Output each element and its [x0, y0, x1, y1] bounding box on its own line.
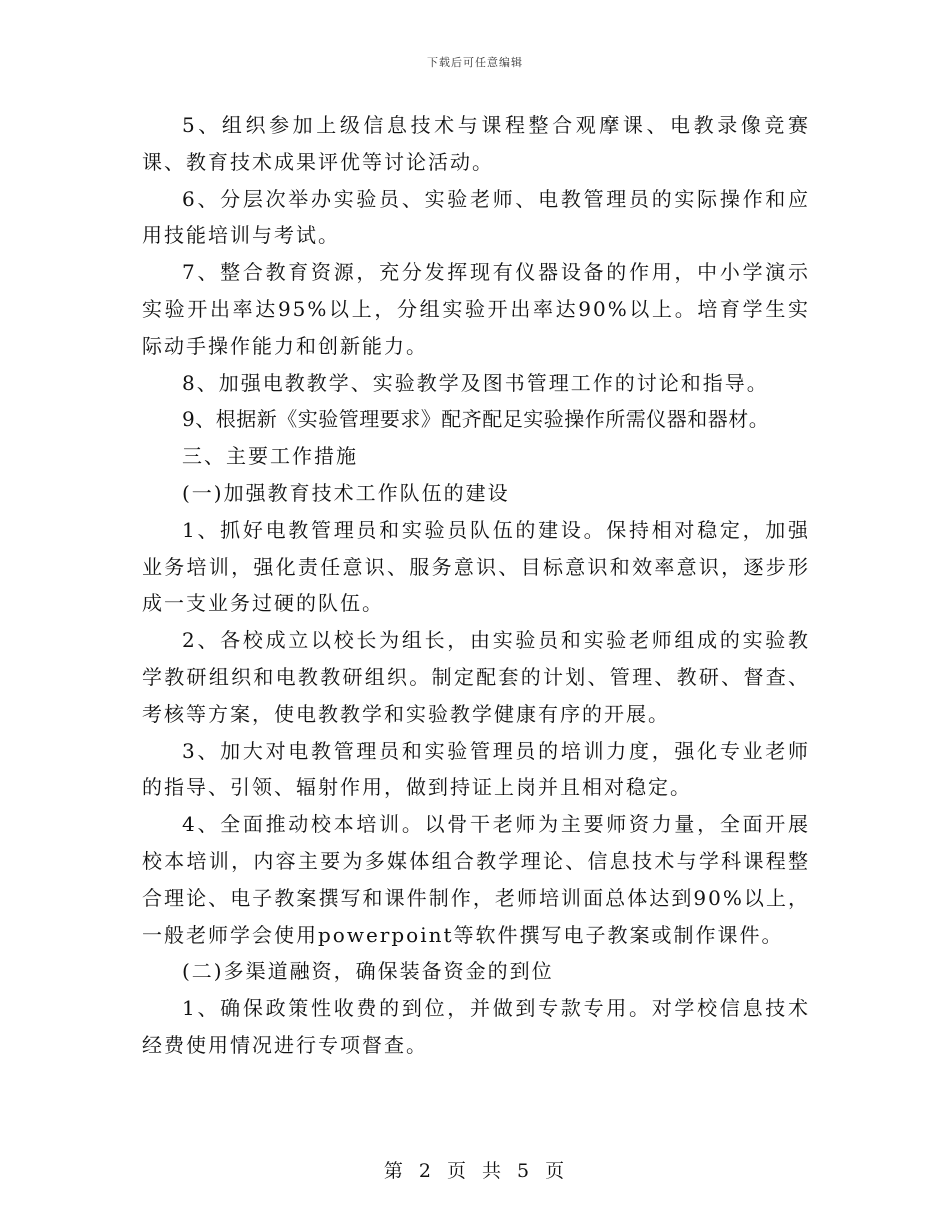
paragraph-item-9: 9、根据新《实验管理要求》配齐配足实验操作所需仪器和器材。	[182, 407, 770, 432]
subsection-heading-2: (二)多渠道融资，确保装备资金的到位	[182, 959, 554, 984]
funding-item-1: 1、确保政策性收费的到位，并做到专款专用。对学校信息技术经费使用情况进行专项督查。	[142, 996, 810, 1057]
page-header: 下载后可任意编辑	[427, 56, 523, 69]
paragraph-item-6: 6、分层次举办实验员、实验老师、电教管理员的实际操作和应用技能培训与考试。	[142, 186, 810, 248]
measure-item-3: 3、加大对电教管理员和实验管理员的培训力度，强化专业老师的指导、引领、辐射作用，做到持证上岗并且相对稳定。	[142, 738, 810, 800]
measure-item-4: 4、全面推动校本培训。以骨干老师为主要师资力量，全面开展校本培训，内容主要为多媒体组合教学理论、信息技术与学科课程整合理论、电子教案撰写和课件制作，老师培训面总体达到90%以上，一般老师学会使用powerpoint等软件撰写电子教案或制作课件。	[142, 812, 810, 947]
document-body	[142, 107, 810, 1064]
paragraph-item-5: 5、组织参加上级信息技术与课程整合观摩课、电教录像竞赛课、教育技术成果评优等讨论活动。	[142, 113, 810, 174]
measure-item-1: 1、抓好电教管理员和实验员队伍的建设。保持相对稳定，加强业务培训，强化责任意识、服务意识、目标意识和效率意识，逐步形成一支业务过硬的队伍。	[142, 517, 810, 616]
subsection-heading-1: (一)加强教育技术工作队伍的建设	[182, 480, 510, 505]
page-number-footer: 第 2 页 共 5 页	[383, 1160, 567, 1182]
paragraph-item-8: 8、加强电教教学、实验教学及图书管理工作的讨论和指导。	[182, 370, 769, 395]
paragraph-item-7: 7、整合教育资源，充分发挥现有仪器设备的作用，中小学演示实验开出率达95%以上，分组实验开出率达90%以上。培育学生实际动手操作能力和创新能力。	[142, 260, 810, 358]
measure-item-2: 2、各校成立以校长为组长，由实验员和实验老师组成的实验教学教研组织和电教教研组织。制定配套的计划、管理、教研、督查、考核等方案，使电教教学和实验教学健康有序的开展。	[142, 628, 810, 726]
section-heading-3: 三、主要工作措施	[182, 444, 358, 469]
